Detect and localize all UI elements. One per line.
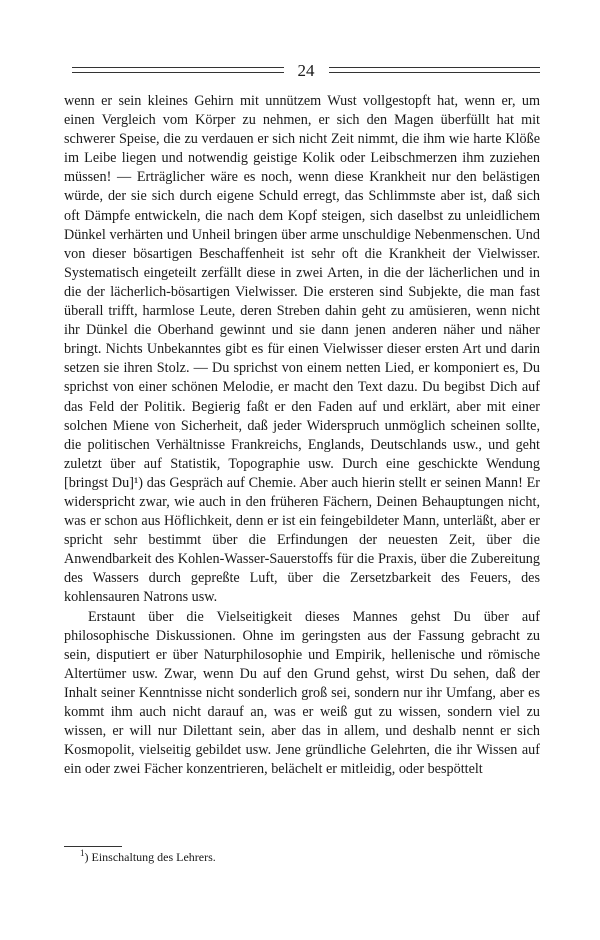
paragraph-2: Erstaunt über die Vielseitigkeit dieses Mannes gehst Du über auf philosophische Diskussionen. Ohne im geringsten aus der Fassung gebracht zu sein, disputiert er über Naturphilosophie und Empirik, hellenische und römische Altertümer usw. Zwar, wenn Du auf den Grund gehst, wirst Du sehen, daß der Inhalt seiner Kenntnisse nicht sonderlich groß sei, sondern nur ihr Umfang, aber es kommt ihm auch nicht darauf an, was er weiß gut zu wissen, sondern viel zu wissen, er will nur Dilettant sein, aber das in allem, und deshalb nennt er sich Kosmopolit, vielseitig gebildet usw. Jene gründliche Gelehrten, die ihr Wissen auf ein oder zwei Fächer konzentrieren, belächelt er mitleidig, oder bespöttelt: [64, 608, 540, 778]
header-rule-right: [329, 67, 541, 73]
footnote-mark: 1: [80, 848, 85, 858]
body-text: [64, 92, 540, 779]
paragraph-1: wenn er sein kleines Gehirn mit unnützem Wust vollgestopft hat, wenn er, um einen Vergleich vom Körper zu nehmen, er sich den Magen überfüllt hat mit schwerer Speise, die zu verdauen er sich nicht Zeit nimmt, die ihm wie harte Klöße im Leibe liegen und notwendig geistige Kolik oder Leibschmerzen ihm zuziehen müssen! — Erträglicher wäre es noch, wenn diese Krankheit nur den belästigen würde, der sie sich durch eigene Schuld erregt, das Schlimmste aber ist, daß sich oft Dämpfe entwickeln, die nach dem Kopf steigen, sich daselbst zu unleidlichem Dünkel verhärten und Unheil bringen über arme unschuldige Nebenmenschen. Und von dieser bösartigen Beschaffenheit ist sehr oft die Krankheit der Vielwisser. Systematisch eingeteilt zerfällt diese in zwei Arten, in die der lächerlichen und in die der lächerlich-bösartigen Vielwisser. Die ersteren sind Subjekte, die man fast überall trifft, harmlose Leute, deren Streben dahin geht zu amüsieren, wenn nicht ihr Dünkel die Oberhand gewinnt und sie dann jenen anderen näher und näher bringt. Nichts Unbekanntes gibt es für einen Vielwisser dieser ersten Art und darin setzen sie ihren Stolz. — Du sprichst von einem netten Lied, er komponiert es, Du sprichst von einer schönen Melodie, er macht den Text dazu. Du begibst Dich auf das Feld der Politik. Begierig faßt er den Faden auf und erklärt, aber mit einer solchen Miene von Sicherheit, daß jeder Widerspruch unmöglich scheinen sollte, die politischen Verhältnisse Frankreichs, Englands, Deutschlands usw., und geht zuletzt über auf Statistik, Topographie usw. Durch eine geschickte Wendung [bringst Du]¹) das Gespräch auf Chemie. Aber auch hierin stellt er seinen Mann! Er widerspricht zwar, wie auch in den früheren Fächern, Deinen Behauptungen nicht, was er schon aus Höflichkeit, denn er ist ein feingebildeter Mann, unterläßt, aber er spricht sehr bestimmt über die Erfindungen der neuesten Zeit, über die Anwendbarkeit des Kohlen-Wasser-Sauerstoffs für die Praxis, über die Zubereitung des Wassers durch gepreßte Luft, über die Zersetzbarkeit des Feuers, des kohlensauren Natrons usw.: [64, 93, 540, 606]
running-header: [72, 58, 540, 82]
footnote-text: ) Einschaltung des Lehrers.: [84, 850, 216, 864]
header-rule-left: [72, 67, 284, 73]
page-number: 24: [297, 60, 315, 80]
footnote-rule: [64, 846, 122, 847]
footnote: [80, 850, 520, 865]
